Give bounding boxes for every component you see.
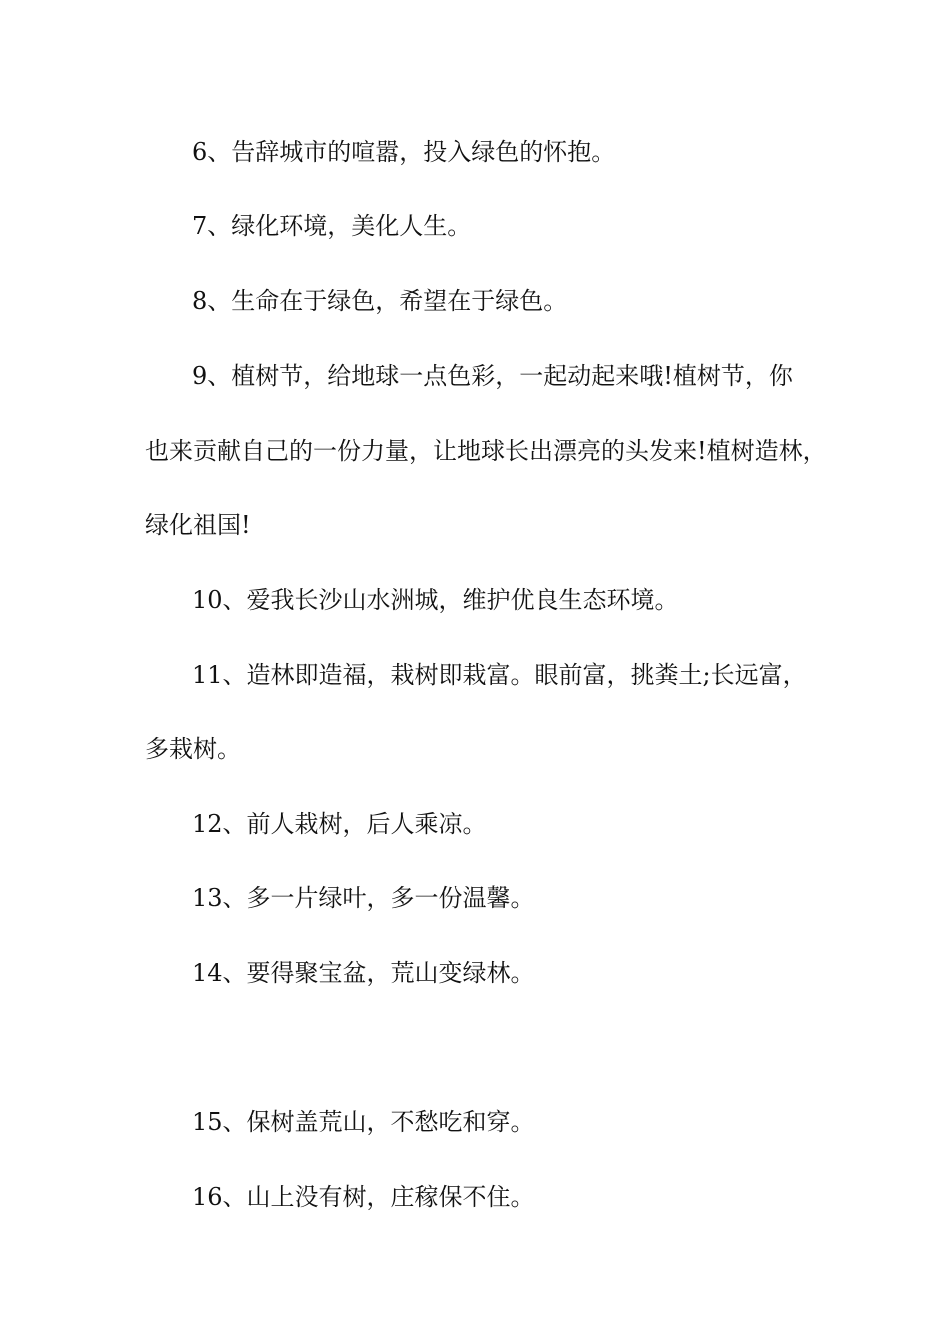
- slogan-line: 6、告辞城市的喧嚣，投入绿色的怀抱。: [192, 138, 616, 166]
- slogan-line: 7、绿化环境，美化人生。: [192, 212, 472, 240]
- slogan-line: 9、植树节，给地球一点色彩，一起动起来哦!植树节，你: [192, 362, 793, 390]
- slogan-line: 14、要得聚宝盆，荒山变绿林。: [192, 959, 535, 987]
- slogan-line: 10、爱我长沙山水洲城，维护优良生态环境。: [192, 586, 679, 614]
- slogan-line-continued: 也来贡献自己的一份力量，让地球长出漂亮的头发来!植树造林，: [145, 437, 827, 465]
- slogan-line: 15、保树盖荒山，不愁吃和穿。: [192, 1108, 535, 1136]
- slogan-line-continued: 多栽树。: [145, 735, 241, 763]
- slogan-line: 13、多一片绿叶，多一份温馨。: [192, 884, 535, 912]
- slogan-line: 8、生命在于绿色，希望在于绿色。: [192, 287, 568, 315]
- slogan-line-continued: 绿化祖国!: [145, 511, 251, 539]
- slogan-line: 16、山上没有树，庄稼保不住。: [192, 1183, 535, 1211]
- slogan-line: 11、造林即造福，栽树即栽富。眼前富，挑粪土;长远富，: [192, 661, 807, 689]
- slogan-line: 12、前人栽树，后人乘凉。: [192, 810, 487, 838]
